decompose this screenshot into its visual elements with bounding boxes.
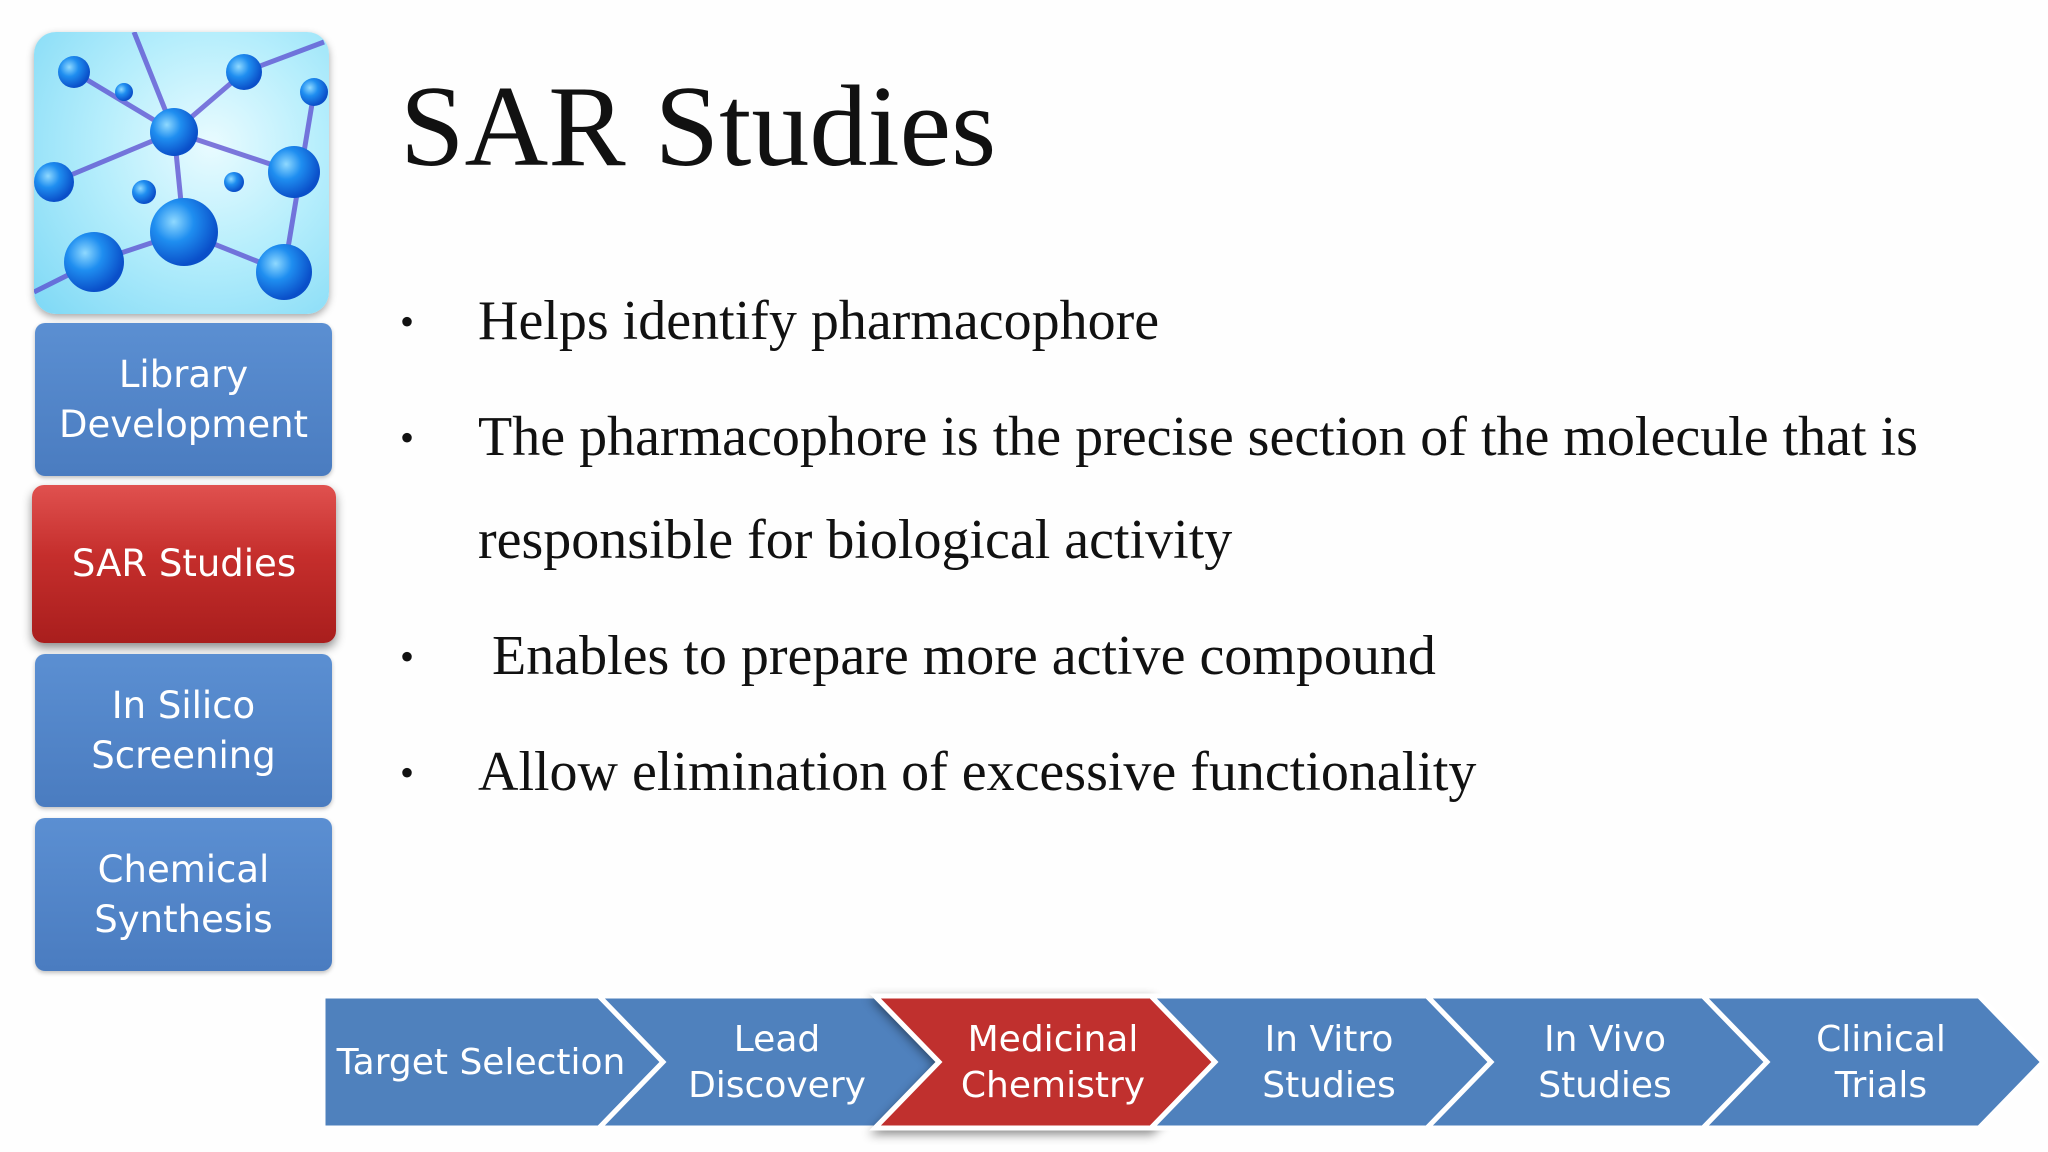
bullet-icon: • [400, 750, 415, 795]
bullet-icon: • [400, 415, 415, 460]
process-step-label: Studies [1538, 1065, 1672, 1106]
sidebar-item-in-silico-screening[interactable] [35, 654, 332, 807]
list-item [400, 605, 1960, 708]
bullet-icon: • [400, 299, 415, 344]
process-step-label: In Vitro [1264, 1019, 1394, 1060]
process-step-label: Studies [1262, 1065, 1396, 1106]
page-title: SAR Studies [400, 63, 997, 191]
sidebar-item-chemical-synthesis[interactable] [35, 818, 332, 971]
process-step-target-selection[interactable] [323, 996, 663, 1128]
list-item [400, 721, 1960, 824]
process-step-label: Clinical [1816, 1019, 1946, 1060]
process-step-label: In Vivo [1543, 1019, 1667, 1060]
sidebar-item-label: Library Development [58, 352, 309, 446]
sidebar-item-label: In Silico Screening [91, 683, 276, 777]
bullet-icon: • [400, 634, 415, 679]
process-step-label: Trials [1834, 1065, 1928, 1106]
process-step-label: Discovery [688, 1065, 866, 1106]
process-step-label: Medicinal [967, 1019, 1139, 1060]
bullet-text: Helps identify pharmacophore [478, 290, 1160, 352]
process-step-label: Chemistry [960, 1065, 1146, 1106]
bullet-text: Allow elimination of excessive functionality [478, 741, 1477, 803]
list-item [400, 270, 1960, 373]
sidebar-item-library-development[interactable] [35, 323, 332, 476]
sidebar-item-sar-studies[interactable] [32, 485, 336, 643]
sidebar-item-label: SAR Studies [71, 542, 297, 585]
list-item [400, 386, 1960, 592]
bullet-text: The pharmacophore is the precise section of the molecule that is responsible for biological activity [478, 406, 1918, 571]
bullet-text: Enables to prepare more active compound [478, 625, 1436, 687]
molecule-thumbnail [34, 32, 329, 314]
process-step-label: Target Selection [336, 1042, 626, 1083]
sidebar-item-label: Chemical Synthesis [94, 847, 273, 941]
process-step-label: Lead [733, 1019, 821, 1060]
bullet-list [400, 270, 1960, 837]
molecule-network-icon [34, 32, 329, 314]
